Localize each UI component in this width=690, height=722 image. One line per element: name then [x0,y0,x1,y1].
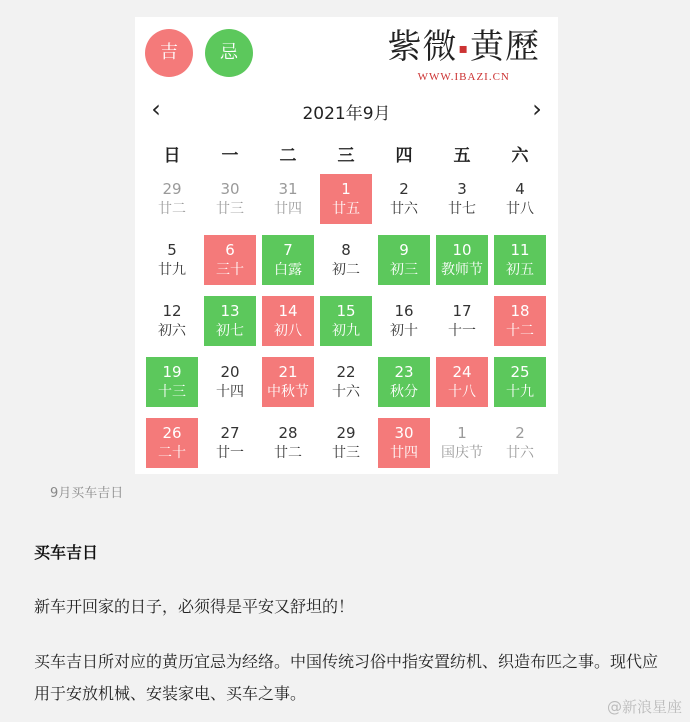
calendar-cell [317,172,375,233]
calendar-cell [143,416,201,477]
brand-url: WWW.IBAZI.CN [417,71,510,83]
lunar-date: 廿三 [216,201,244,217]
day-bad[interactable] [320,296,372,346]
day-number: 8 [341,241,351,259]
day-normal[interactable] [146,296,198,346]
day-number: 13 [220,302,240,320]
day-bad[interactable] [204,296,256,346]
day-bad[interactable] [146,357,198,407]
day-number: 31 [278,180,298,198]
lunar-date: 廿六 [390,201,418,217]
day-out[interactable] [146,174,198,224]
lunar-date: 秋分 [390,384,418,400]
lunar-date: 国庆节 [441,445,483,461]
lunar-date: 廿七 [448,201,476,217]
day-bad[interactable] [378,357,430,407]
day-number: 16 [394,302,414,320]
lunar-date: 廿六 [506,445,534,461]
day-number: 14 [278,302,298,320]
day-good[interactable] [378,418,430,468]
calendar-cell [375,355,433,416]
calendar-cell [259,355,317,416]
bad-day-badge: 忌 [205,29,253,77]
month-label: 2021年9月 [302,104,391,124]
lunar-date: 十三 [158,384,186,400]
prev-month-icon[interactable]: ‹ [151,95,161,123]
calendar-cell [143,233,201,294]
calendar-cell [375,416,433,477]
day-out[interactable] [436,418,488,468]
weekday-label: 一 [221,146,239,166]
article-paragraph-2: 买车吉日所对应的黄历宜忌为经络。中国传统习俗中指安置纺机、织造布匹之事。现代应用于安放机械、安装家电、买车之事。 [34,652,659,703]
day-good[interactable] [262,357,314,407]
lunar-date: 初十 [390,323,418,339]
day-bad[interactable] [494,357,546,407]
day-number: 20 [220,363,240,381]
weekday-label: 六 [511,146,529,166]
day-normal[interactable] [378,296,430,346]
lunar-date: 十九 [506,384,534,400]
lunar-date: 初二 [332,262,360,278]
lunar-date: 廿九 [158,262,186,278]
calendar-cell [491,233,549,294]
day-good[interactable] [262,296,314,346]
day-number: 25 [510,363,530,381]
day-number: 30 [394,424,414,442]
calendar-cell [259,294,317,355]
month-navigation [135,95,558,125]
lunar-date: 初九 [332,323,360,339]
calendar-cell [375,294,433,355]
calendar-cell [317,294,375,355]
day-good[interactable] [436,357,488,407]
calendar-cell [201,355,259,416]
calendar-cell [259,172,317,233]
lunar-date: 十六 [332,384,360,400]
lunar-date: 廿一 [216,445,244,461]
day-number: 10 [452,241,472,259]
day-out[interactable] [262,174,314,224]
day-good[interactable] [320,174,372,224]
day-number: 12 [162,302,182,320]
watermark: @新浪星座 [606,698,682,716]
day-number: 3 [457,180,467,198]
image-caption: 9月买车吉日 [50,486,124,501]
day-good[interactable] [146,418,198,468]
calendar-cell [433,233,491,294]
day-number: 26 [162,424,182,442]
lunar-date: 十二 [506,323,534,339]
calendar-cell [491,294,549,355]
lunar-date: 十八 [448,384,476,400]
day-normal[interactable] [262,418,314,468]
calendar-cell [143,172,201,233]
article-heading: 买车吉日 [34,543,99,562]
calendar-image [135,17,558,474]
lunar-date: 三十 [216,262,244,278]
day-normal[interactable] [378,174,430,224]
day-bad[interactable] [378,235,430,285]
calendar-cell [259,416,317,477]
weekday-label: 三 [337,146,355,166]
day-number: 21 [278,363,298,381]
day-number: 2 [399,180,409,198]
lunar-date: 廿四 [390,445,418,461]
day-number: 11 [510,241,530,259]
calendar-cell [201,294,259,355]
lunar-date: 初七 [216,323,244,339]
calendar-cell [491,172,549,233]
day-number: 28 [278,424,298,442]
calendar-cell [201,416,259,477]
calendar-cell [259,233,317,294]
day-number: 18 [510,302,530,320]
day-number: 1 [341,180,351,198]
lunar-date: 十四 [216,384,244,400]
lunar-date: 中秋节 [267,384,309,400]
weekday-label: 四 [395,146,413,166]
calendar-cell [201,172,259,233]
day-number: 6 [225,241,235,259]
day-bad[interactable] [262,235,314,285]
calendar-cell [201,233,259,294]
lunar-date: 教师节 [441,262,483,278]
next-month-icon[interactable]: › [532,95,542,123]
lunar-date: 二十 [158,445,186,461]
calendar-cell [143,355,201,416]
calendar-cell [433,294,491,355]
day-number: 5 [167,241,177,259]
day-number: 7 [283,241,293,259]
day-number: 19 [162,363,182,381]
day-good[interactable] [204,235,256,285]
day-normal[interactable] [204,357,256,407]
lunar-date: 廿三 [332,445,360,461]
day-out[interactable] [494,418,546,468]
day-normal[interactable] [320,418,372,468]
day-number: 29 [336,424,356,442]
day-normal[interactable] [436,174,488,224]
lunar-date: 白露 [274,262,302,278]
day-number: 17 [452,302,472,320]
day-number: 22 [336,363,356,381]
calendar-cell [491,416,549,477]
day-number: 24 [452,363,472,381]
weekday-header [143,141,549,166]
good-day-badge: 吉 [145,29,193,77]
calendar-cell [491,355,549,416]
day-normal[interactable] [494,174,546,224]
brand-logo [388,27,541,83]
calendar-cell [317,416,375,477]
article-paragraph-1: 新车开回家的日子，必须得是平安又舒坦的！ [34,597,355,616]
day-number: 29 [162,180,182,198]
weekday-label: 日 [163,146,181,166]
lunar-date: 廿二 [158,201,186,217]
lunar-date: 初六 [158,323,186,339]
day-number: 27 [220,424,240,442]
day-number: 4 [515,180,525,198]
lunar-date: 廿四 [274,201,302,217]
day-normal[interactable] [320,235,372,285]
day-normal[interactable] [436,296,488,346]
lunar-date: 廿八 [506,201,534,217]
calendar-cell [375,233,433,294]
day-number: 15 [336,302,356,320]
calendar-grid [143,172,549,477]
calendar-cell [375,172,433,233]
day-normal[interactable] [320,357,372,407]
day-bad[interactable] [494,235,546,285]
lunar-date: 廿五 [332,201,360,217]
lunar-date: 初八 [274,323,302,339]
day-number: 2 [515,424,525,442]
calendar-cell [433,416,491,477]
calendar-cell [317,355,375,416]
day-normal[interactable] [204,418,256,468]
brand-title: 紫微▪黄歷 [387,27,540,67]
calendar-cell [143,294,201,355]
calendar-cell [433,172,491,233]
weekday-label: 二 [279,146,297,166]
lunar-date: 十一 [448,323,476,339]
day-number: 9 [399,241,409,259]
calendar-cell [433,355,491,416]
day-good[interactable] [494,296,546,346]
day-bad[interactable] [436,235,488,285]
lunar-date: 廿二 [274,445,302,461]
calendar-cell [317,233,375,294]
day-number: 30 [220,180,240,198]
day-number: 1 [457,424,467,442]
lunar-date: 初三 [390,262,418,278]
day-normal[interactable] [146,235,198,285]
weekday-label: 五 [453,146,471,166]
day-out[interactable] [204,174,256,224]
lunar-date: 初五 [506,262,534,278]
day-number: 23 [394,363,414,381]
